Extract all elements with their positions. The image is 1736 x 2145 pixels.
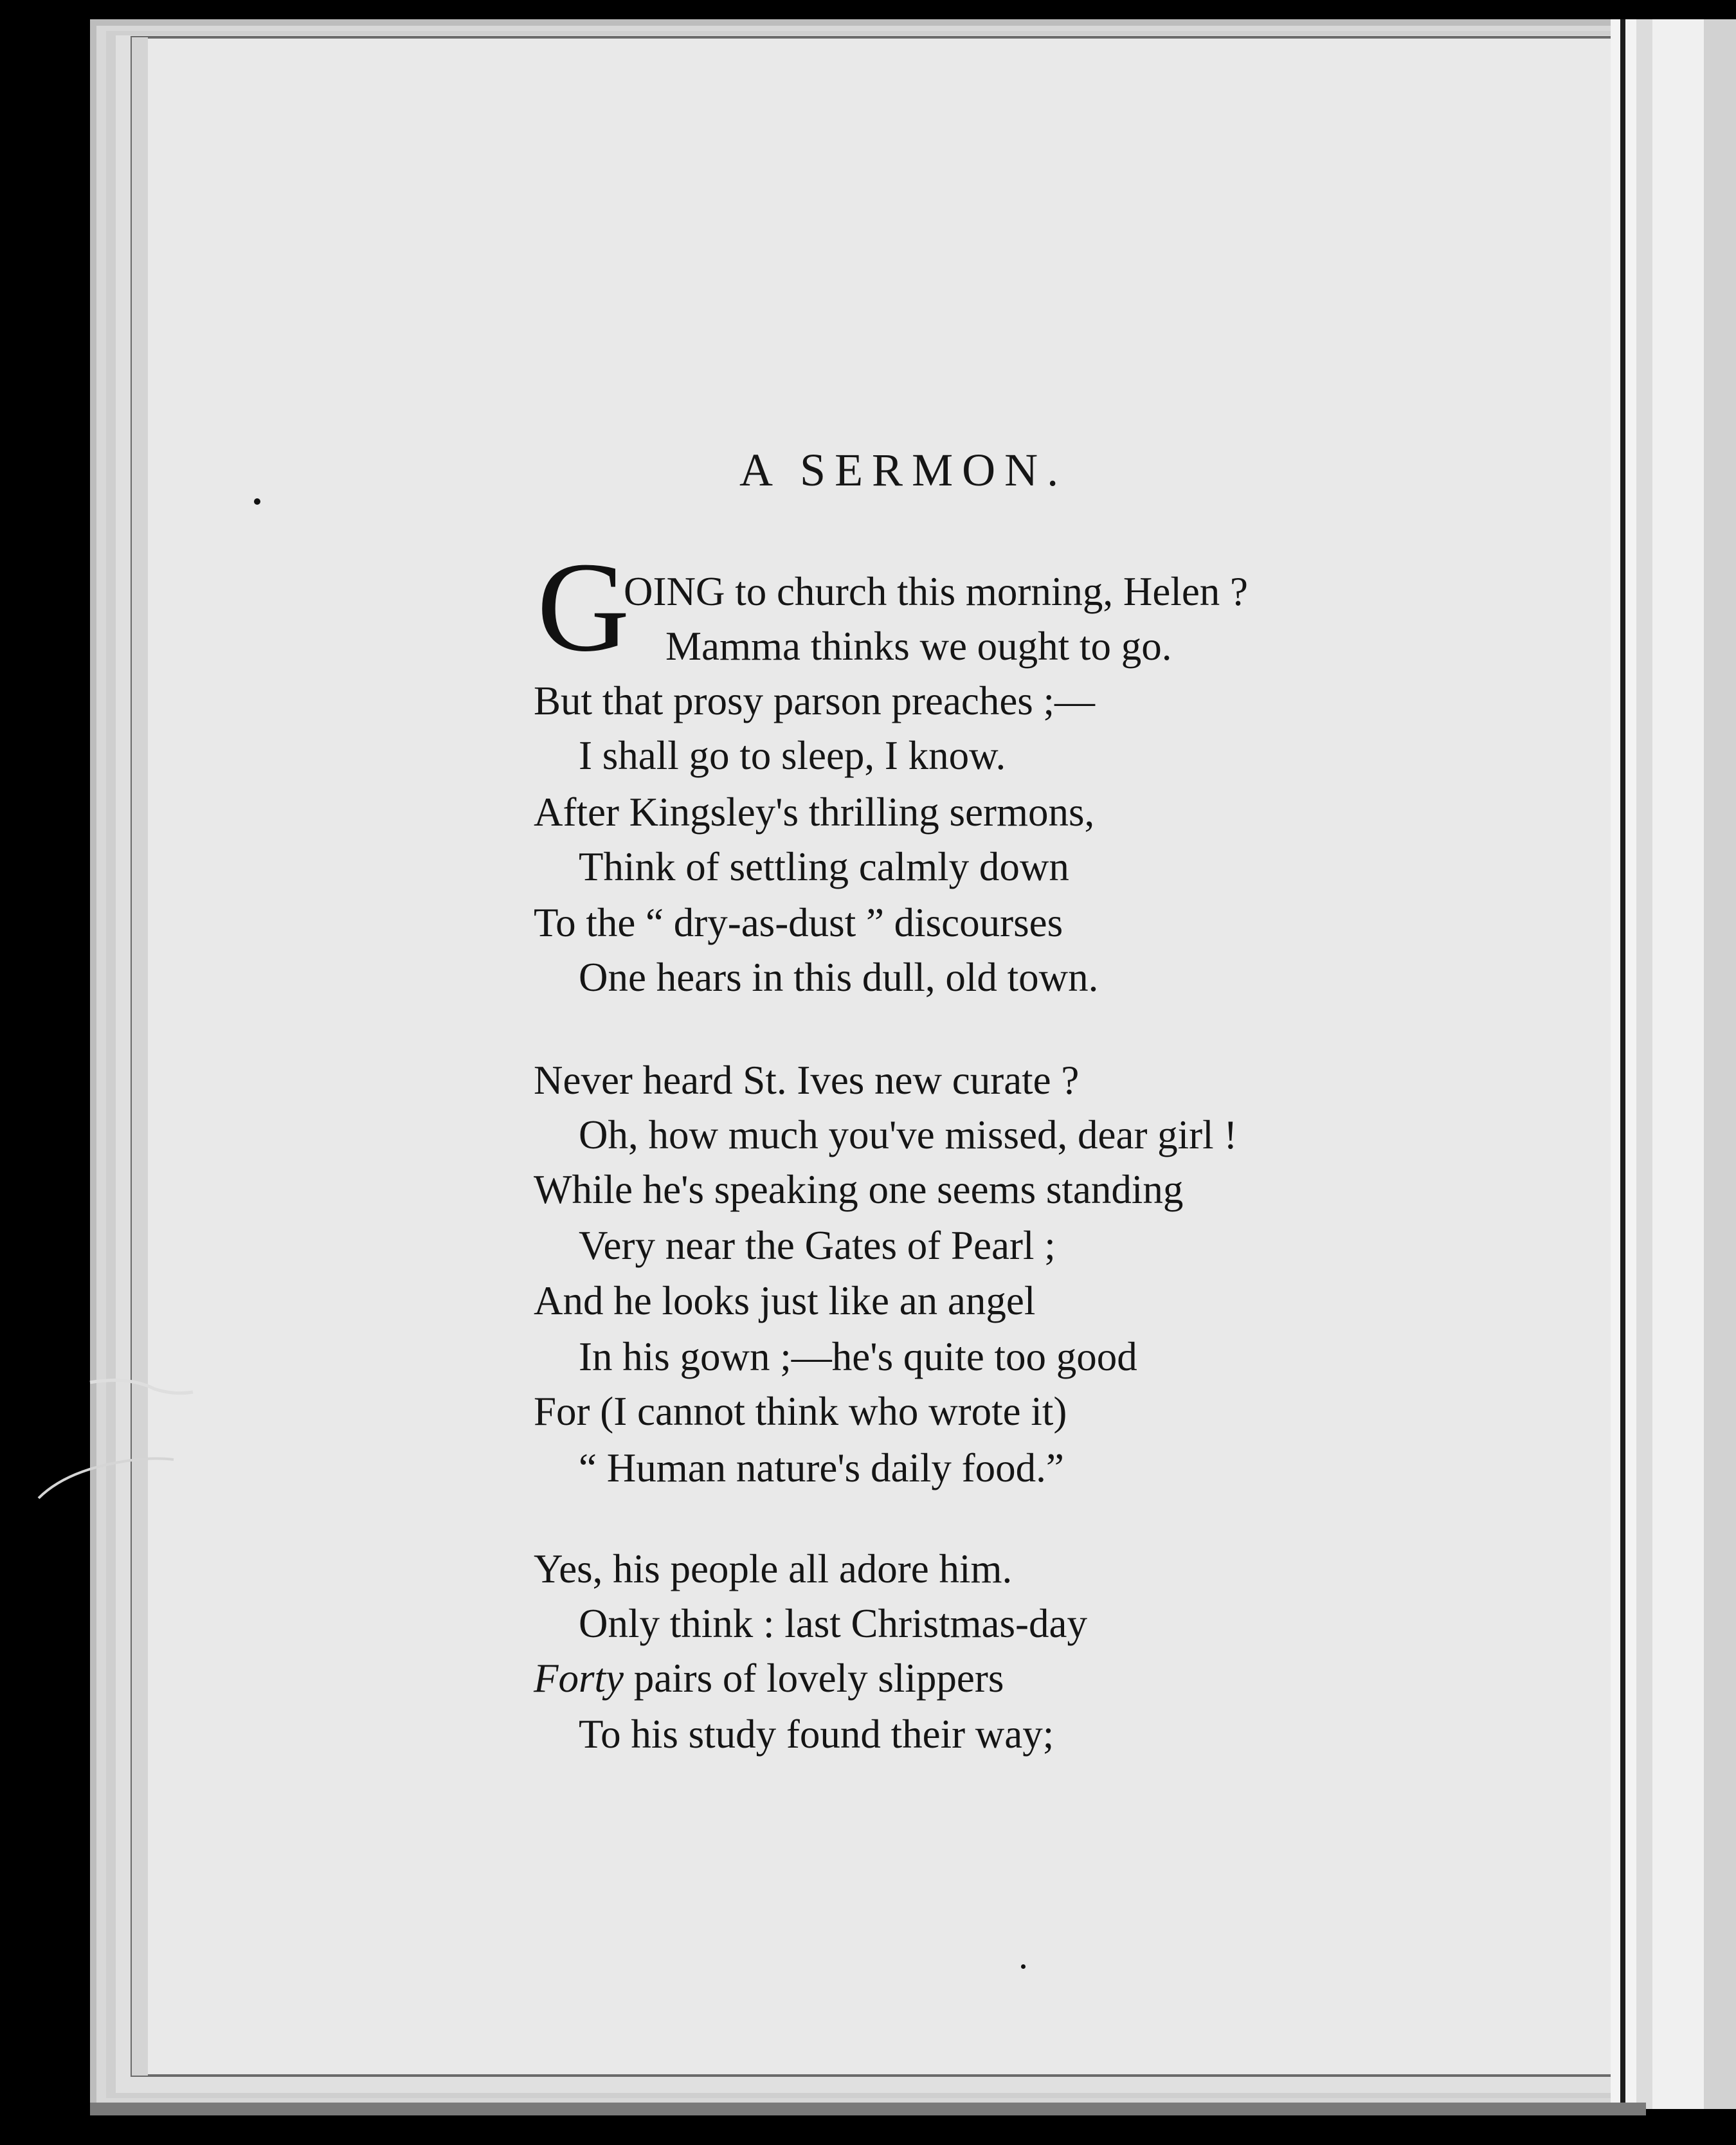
ink-speck xyxy=(254,498,260,505)
poem-line: Mamma thinks we ought to go. xyxy=(665,624,1172,669)
line-rest: pairs of lovely slippers xyxy=(623,1656,1004,1701)
poem-line: OING to church this morning, Helen ? xyxy=(624,569,1249,614)
poem-line: But that prosy parson preaches ;— xyxy=(534,678,1096,723)
poem-line: Oh, how much you've missed, dear girl ! xyxy=(579,1112,1238,1157)
poem-line: And he looks just like an angel xyxy=(534,1278,1036,1323)
poem-line: Think of settling calmly down xyxy=(579,844,1069,889)
poem-line: Very near the Gates of Pearl ; xyxy=(579,1223,1056,1268)
poem-line: Yes, his people all adore him. xyxy=(534,1546,1013,1591)
drop-cap-letter: G xyxy=(537,536,630,678)
poem-line: “ Human nature's daily food.” xyxy=(579,1445,1064,1490)
poem-line: To the “ dry-as-dust ” discourses xyxy=(534,900,1063,945)
poem-line xyxy=(534,1656,1004,1701)
italic-word: Forty xyxy=(534,1656,624,1701)
ink-speck xyxy=(1021,1964,1026,1969)
poem-line: In his gown ;—he's quite too good xyxy=(579,1334,1137,1379)
poem-line: I shall go to sleep, I know. xyxy=(579,733,1006,778)
poem-line: While he's speaking one seems standing xyxy=(534,1167,1184,1212)
poem-title: A SERMON. xyxy=(739,444,1068,496)
poem-line: Only think : last Christmas-day xyxy=(579,1601,1087,1646)
poem-line: Never heard St. Ives new curate ? xyxy=(534,1058,1080,1103)
poem-line: One hears in this dull, old town. xyxy=(579,955,1099,1000)
poem-line: To his study found their way; xyxy=(579,1712,1054,1757)
poem-line: For (I cannot think who wrote it) xyxy=(534,1389,1067,1434)
poem-line: After Kingsley's thrilling sermons, xyxy=(534,790,1095,835)
